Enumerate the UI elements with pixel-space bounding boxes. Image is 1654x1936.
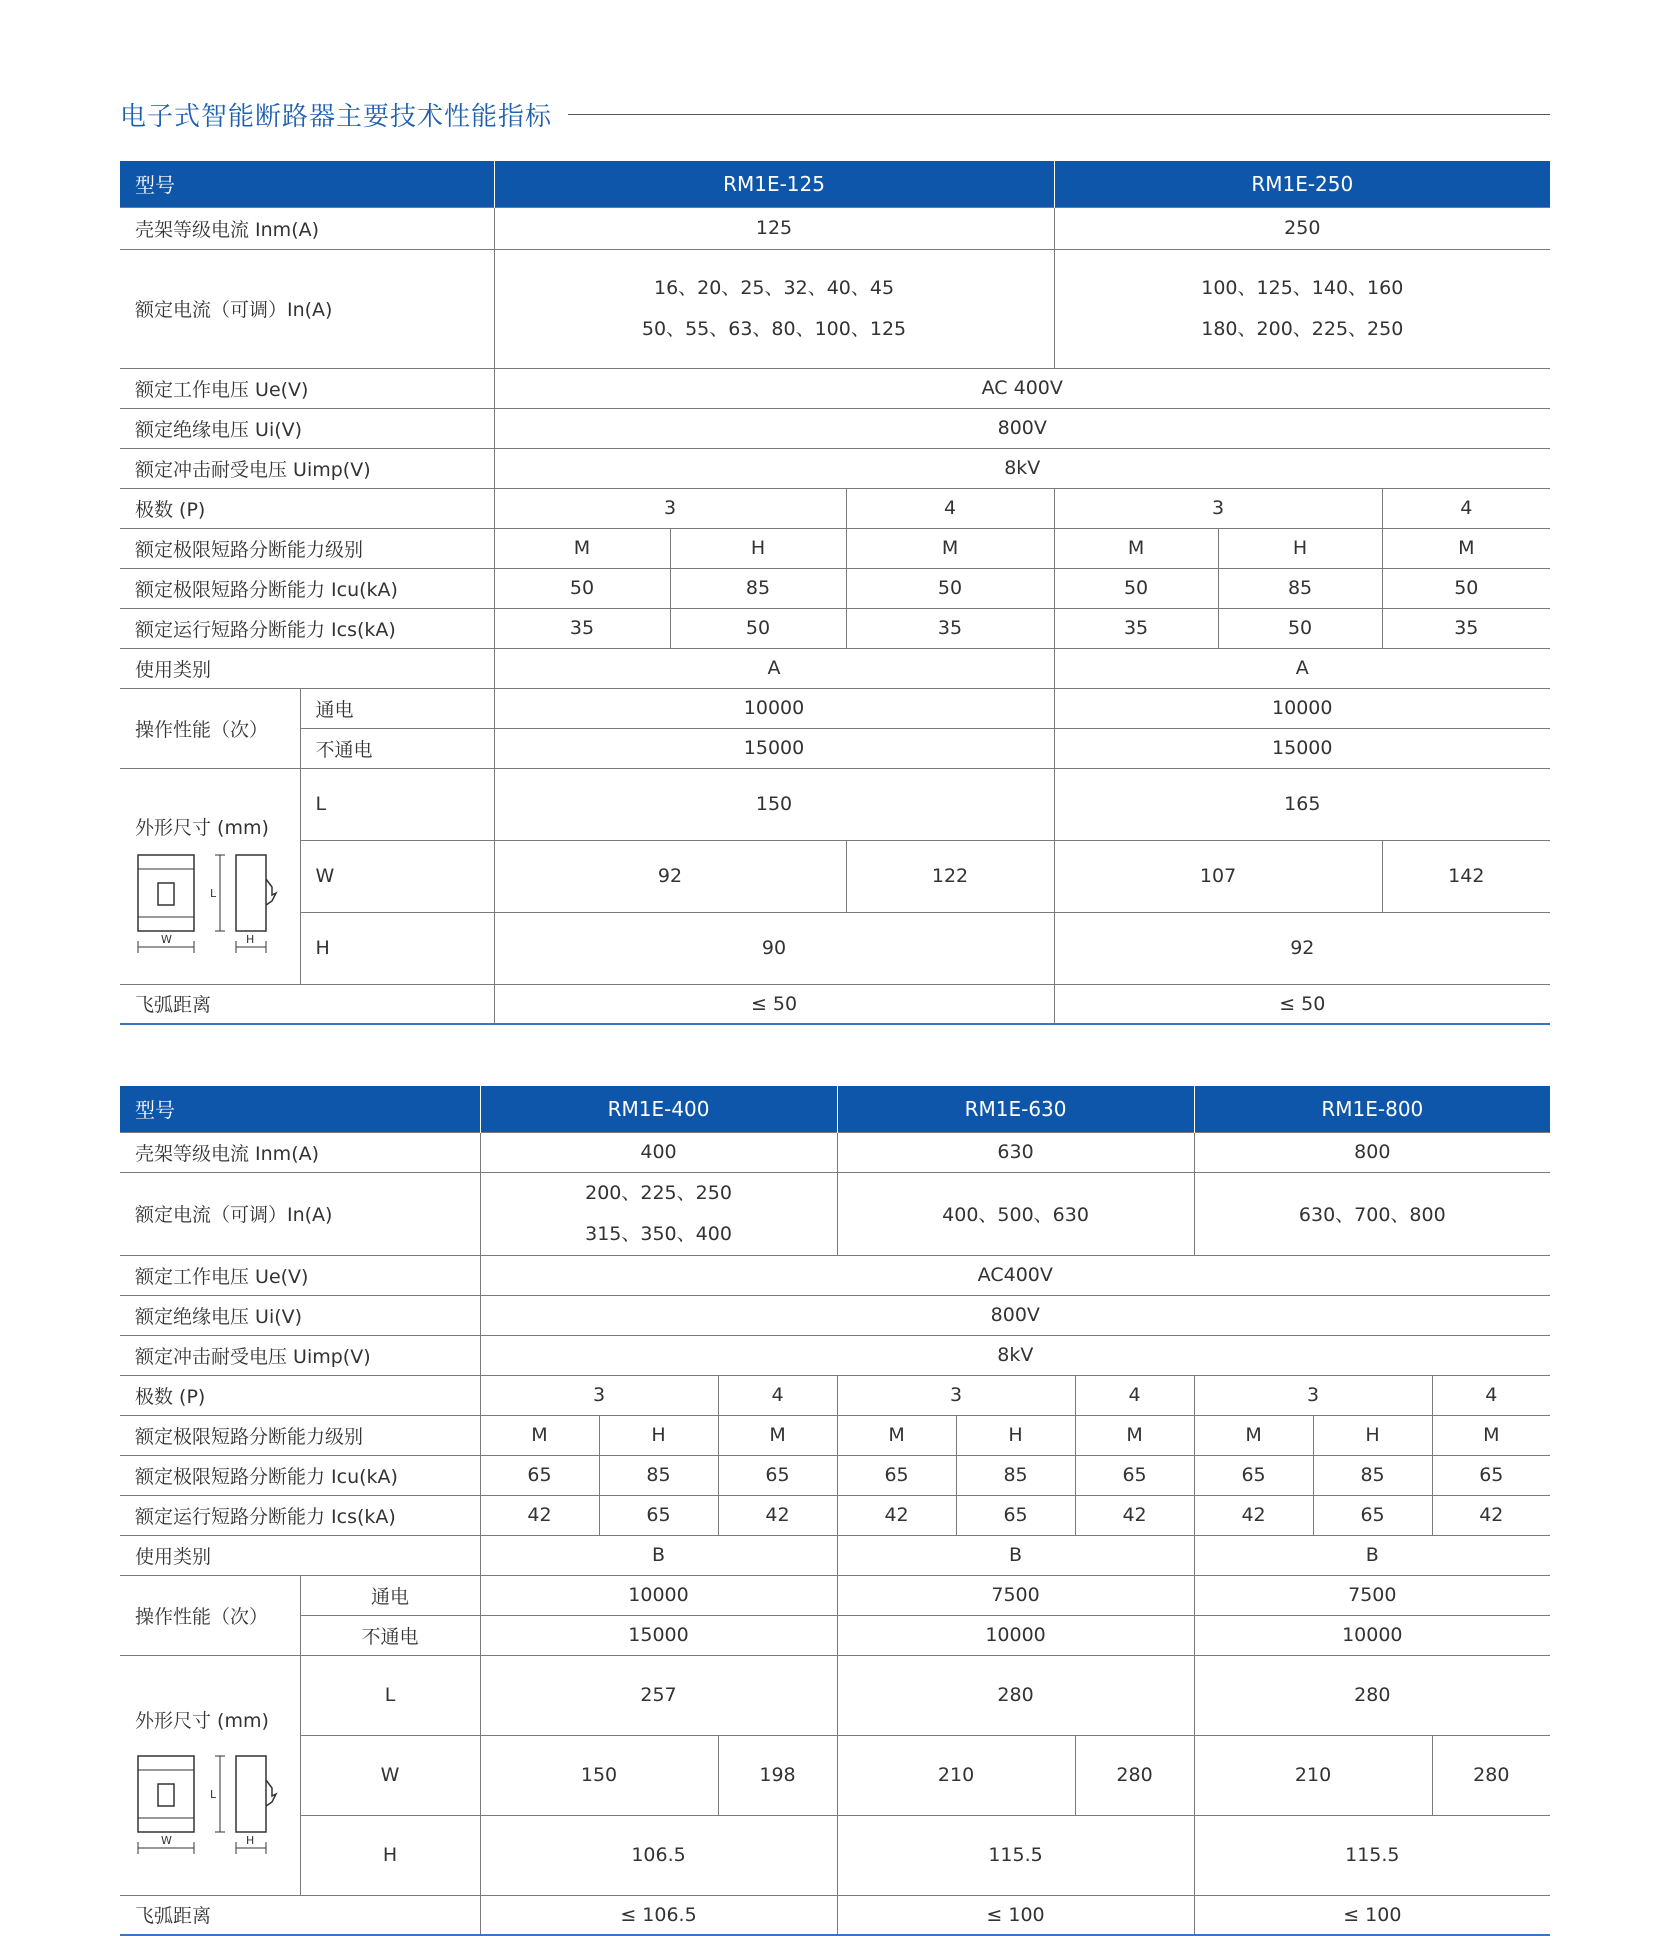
page-title: 电子式智能断路器主要技术性能指标 — [120, 101, 553, 132]
table-row — [120, 984, 1550, 1024]
table-cell: M — [494, 528, 670, 568]
table-row — [120, 1615, 1550, 1655]
table-cell: B — [1194, 1535, 1550, 1575]
table-cell: 250 — [1054, 207, 1550, 249]
table-cell: 65 — [837, 1455, 956, 1495]
row-label: 额定工作电压 Ue(V) — [120, 1255, 480, 1295]
table-row — [120, 1575, 1550, 1615]
table-cell: 122 — [846, 840, 1054, 912]
table-cell: M — [1432, 1415, 1550, 1455]
model-name: RM1E-400 — [480, 1086, 837, 1132]
table-cell: 4 — [846, 488, 1054, 528]
sub-label: 通电 — [300, 688, 494, 728]
model-header-label: 型号 — [120, 1086, 480, 1132]
table-row — [120, 1455, 1550, 1495]
table-row — [120, 408, 1550, 448]
table-cell: ≤ 100 — [1194, 1895, 1550, 1935]
header-row — [120, 161, 1550, 207]
table-cell: 42 — [718, 1495, 837, 1535]
model-name: RM1E-125 — [494, 161, 1054, 207]
sub-label: 不通电 — [300, 728, 494, 768]
table-cell: 125 — [494, 207, 1054, 249]
title-divider — [568, 114, 1550, 115]
table-row — [120, 368, 1550, 408]
table-cell: 65 — [956, 1495, 1075, 1535]
table-cell: 42 — [837, 1495, 956, 1535]
table-cell: 10000 — [1054, 688, 1550, 728]
row-label: 飞弧距离 — [120, 984, 494, 1024]
row-label: 极数 (P) — [120, 1375, 480, 1415]
table-cell: 3 — [1054, 488, 1382, 528]
table-row — [120, 1132, 1550, 1172]
table-cell: A — [494, 648, 1054, 688]
table-row — [120, 1415, 1550, 1455]
svg-text:H: H — [246, 932, 255, 946]
table-cell: 8kV — [494, 448, 1550, 488]
table-cell: 630 — [837, 1132, 1194, 1172]
row-label: 壳架等级电流 Inm(A) — [120, 207, 494, 249]
row-label: 操作性能（次） — [120, 688, 300, 768]
spec-table-125-250 — [120, 161, 1550, 1025]
table-cell: 107 — [1054, 840, 1382, 912]
sub-label: W — [300, 1735, 480, 1815]
table-cell: 630、700、800 — [1194, 1172, 1550, 1255]
table-row — [120, 568, 1550, 608]
table-cell: 210 — [837, 1735, 1075, 1815]
table-cell: 15000 — [494, 728, 1054, 768]
table-cell: 35 — [846, 608, 1054, 648]
breaker-dimension-diagram-icon — [136, 1750, 286, 1860]
sub-label: 通电 — [300, 1575, 480, 1615]
table-cell: M — [480, 1415, 599, 1455]
table-cell: 65 — [599, 1495, 718, 1535]
row-label: 额定绝缘电压 Ui(V) — [120, 408, 494, 448]
table-cell: 50 — [1382, 568, 1550, 608]
table-cell: 3 — [480, 1375, 718, 1415]
table-cell: 50 — [494, 568, 670, 608]
dimension-label-cell — [120, 768, 300, 984]
cell-line: 16、20、25、32、40、45 — [653, 276, 895, 299]
table-cell: 3 — [1194, 1375, 1432, 1415]
table-cell: 280 — [1075, 1735, 1194, 1815]
table-row — [120, 728, 1550, 768]
table-cell: M — [1054, 528, 1218, 568]
table-cell: 85 — [1313, 1455, 1432, 1495]
cell-line: 200、225、250 — [585, 1181, 732, 1204]
table-cell: H — [1218, 528, 1382, 568]
table-row — [120, 840, 1550, 912]
table-cell: 115.5 — [1194, 1815, 1550, 1895]
table-row — [120, 768, 1550, 840]
table-cell: 92 — [494, 840, 846, 912]
svg-text:H: H — [246, 1833, 255, 1847]
table-cell: 257 — [480, 1655, 837, 1735]
row-label: 操作性能（次） — [120, 1575, 300, 1655]
table-row — [120, 1535, 1550, 1575]
row-label: 使用类别 — [120, 648, 494, 688]
table-cell: ≤ 106.5 — [480, 1895, 837, 1935]
table-cell: 8kV — [480, 1335, 1550, 1375]
row-label: 额定电流（可调）In(A) — [120, 249, 494, 368]
model-name: RM1E-250 — [1054, 161, 1550, 207]
row-label: 额定绝缘电压 Ui(V) — [120, 1295, 480, 1335]
table-row — [120, 648, 1550, 688]
sub-label: W — [300, 840, 494, 912]
table-cell: 4 — [1075, 1375, 1194, 1415]
table-cell: M — [837, 1415, 956, 1455]
table-cell: AC 400V — [494, 368, 1550, 408]
table-cell: 35 — [494, 608, 670, 648]
table-row — [120, 688, 1550, 728]
model-name: RM1E-630 — [837, 1086, 1194, 1132]
table-cell: M — [1075, 1415, 1194, 1455]
row-label: 额定电流（可调）In(A) — [120, 1172, 480, 1255]
dimension-label-cell — [120, 1655, 300, 1895]
table-row — [120, 207, 1550, 249]
table-cell: 800V — [480, 1295, 1550, 1335]
table-row — [120, 1335, 1550, 1375]
breaker-dimension-diagram-icon — [136, 849, 286, 959]
table-cell: 4 — [1382, 488, 1550, 528]
table-cell: H — [1313, 1415, 1432, 1455]
sub-label: H — [300, 1815, 480, 1895]
table-cell: B — [837, 1535, 1194, 1575]
table-row — [120, 1735, 1550, 1815]
table-cell: 150 — [480, 1735, 718, 1815]
table-cell: 65 — [480, 1455, 599, 1495]
table-cell: 4 — [1432, 1375, 1550, 1415]
table-cell: H — [599, 1415, 718, 1455]
table-cell: 50 — [846, 568, 1054, 608]
svg-text:W: W — [161, 932, 172, 946]
table-row — [120, 1895, 1550, 1935]
table-row — [120, 488, 1550, 528]
table-cell: 165 — [1054, 768, 1550, 840]
table-cell: 15000 — [1054, 728, 1550, 768]
table-cell: 42 — [1432, 1495, 1550, 1535]
svg-text:L: L — [210, 886, 217, 900]
table-cell: 10000 — [837, 1615, 1194, 1655]
table-cell: ≤ 100 — [837, 1895, 1194, 1935]
sub-label: L — [300, 1655, 480, 1735]
table-row — [120, 1375, 1550, 1415]
cell-line: 50、55、63、80、100、125 — [641, 317, 907, 340]
table-cell: 3 — [494, 488, 846, 528]
table-cell — [480, 1172, 837, 1255]
table-cell: 150 — [494, 768, 1054, 840]
table-cell: 7500 — [837, 1575, 1194, 1615]
table-cell: 10000 — [494, 688, 1054, 728]
table-cell: 280 — [1432, 1735, 1550, 1815]
row-label: 额定极限短路分断能力 Icu(kA) — [120, 1455, 480, 1495]
row-label: 飞弧距离 — [120, 1895, 480, 1935]
table-row — [120, 1495, 1550, 1535]
table-cell: 65 — [1432, 1455, 1550, 1495]
table-cell: H — [670, 528, 846, 568]
table-row — [120, 1255, 1550, 1295]
table-cell: 210 — [1194, 1735, 1432, 1815]
table-cell: 142 — [1382, 840, 1550, 912]
table-cell: M — [1194, 1415, 1313, 1455]
row-label: 壳架等级电流 Inm(A) — [120, 1132, 480, 1172]
row-label: 额定运行短路分断能力 Ics(kA) — [120, 1495, 480, 1535]
row-label: 极数 (P) — [120, 488, 494, 528]
svg-text:L: L — [210, 1787, 217, 1801]
section-title-row — [120, 92, 1550, 136]
sub-label: H — [300, 912, 494, 984]
row-label: 额定工作电压 Ue(V) — [120, 368, 494, 408]
table-cell: 85 — [1218, 568, 1382, 608]
table-cell: 280 — [837, 1655, 1194, 1735]
table-cell: 42 — [1075, 1495, 1194, 1535]
table-cell: 115.5 — [837, 1815, 1194, 1895]
table-cell: 65 — [1075, 1455, 1194, 1495]
table-cell: 4 — [718, 1375, 837, 1415]
table-cell: 50 — [1054, 568, 1218, 608]
table-cell: M — [846, 528, 1054, 568]
row-label: 外形尺寸 (mm) — [135, 1709, 269, 1732]
table-cell: 85 — [670, 568, 846, 608]
cell-line: 180、200、225、250 — [1201, 317, 1404, 340]
svg-text:W: W — [161, 1833, 172, 1847]
row-label: 额定极限短路分断能力级别 — [120, 1415, 480, 1455]
table-cell: 15000 — [480, 1615, 837, 1655]
table-cell: 280 — [1194, 1655, 1550, 1735]
table-row — [120, 1295, 1550, 1335]
spec-table-400-800 — [120, 1086, 1550, 1936]
row-label: 额定运行短路分断能力 Ics(kA) — [120, 608, 494, 648]
table-cell: 42 — [1194, 1495, 1313, 1535]
table-cell: ≤ 50 — [494, 984, 1054, 1024]
table-cell: 35 — [1054, 608, 1218, 648]
table-row — [120, 1172, 1550, 1255]
table-cell: 65 — [1194, 1455, 1313, 1495]
table-cell: 10000 — [480, 1575, 837, 1615]
table-cell: 198 — [718, 1735, 837, 1815]
header-row — [120, 1086, 1550, 1132]
row-label: 额定冲击耐受电压 Uimp(V) — [120, 448, 494, 488]
table-row — [120, 912, 1550, 984]
table-row — [120, 528, 1550, 568]
table-cell: 10000 — [1194, 1615, 1550, 1655]
table-cell: 3 — [837, 1375, 1075, 1415]
table-cell: 90 — [494, 912, 1054, 984]
cell-line: 100、125、140、160 — [1201, 276, 1404, 299]
table-cell: 50 — [1218, 608, 1382, 648]
table-cell: 42 — [480, 1495, 599, 1535]
table-cell: M — [1382, 528, 1550, 568]
row-label: 外形尺寸 (mm) — [135, 816, 269, 839]
table-cell — [1054, 249, 1550, 368]
table-row — [120, 249, 1550, 368]
sub-label: L — [300, 768, 494, 840]
model-name: RM1E-800 — [1194, 1086, 1550, 1132]
table-cell: 7500 — [1194, 1575, 1550, 1615]
table-cell: 65 — [718, 1455, 837, 1495]
table-cell: AC400V — [480, 1255, 1550, 1295]
table-cell: M — [718, 1415, 837, 1455]
cell-line: 315、350、400 — [585, 1222, 732, 1245]
sub-label: 不通电 — [300, 1615, 480, 1655]
table-cell: ≤ 50 — [1054, 984, 1550, 1024]
table-cell: 400 — [480, 1132, 837, 1172]
table-row — [120, 1655, 1550, 1735]
table-cell: H — [956, 1415, 1075, 1455]
row-label: 额定极限短路分断能力级别 — [120, 528, 494, 568]
table-row — [120, 1815, 1550, 1895]
table-cell: 65 — [1313, 1495, 1432, 1535]
table-cell: 800 — [1194, 1132, 1550, 1172]
table-cell: 800V — [494, 408, 1550, 448]
row-label: 使用类别 — [120, 1535, 480, 1575]
table-cell: 85 — [956, 1455, 1075, 1495]
row-label: 额定冲击耐受电压 Uimp(V) — [120, 1335, 480, 1375]
table-cell: 35 — [1382, 608, 1550, 648]
table-cell: 92 — [1054, 912, 1550, 984]
table-cell — [494, 249, 1054, 368]
table-cell: A — [1054, 648, 1550, 688]
model-header-label: 型号 — [120, 161, 494, 207]
table-row — [120, 448, 1550, 488]
table-cell: 85 — [599, 1455, 718, 1495]
row-label: 额定极限短路分断能力 Icu(kA) — [120, 568, 494, 608]
table-cell: 106.5 — [480, 1815, 837, 1895]
table-cell: 400、500、630 — [837, 1172, 1194, 1255]
table-row — [120, 608, 1550, 648]
table-cell: 50 — [670, 608, 846, 648]
table-cell: B — [480, 1535, 837, 1575]
